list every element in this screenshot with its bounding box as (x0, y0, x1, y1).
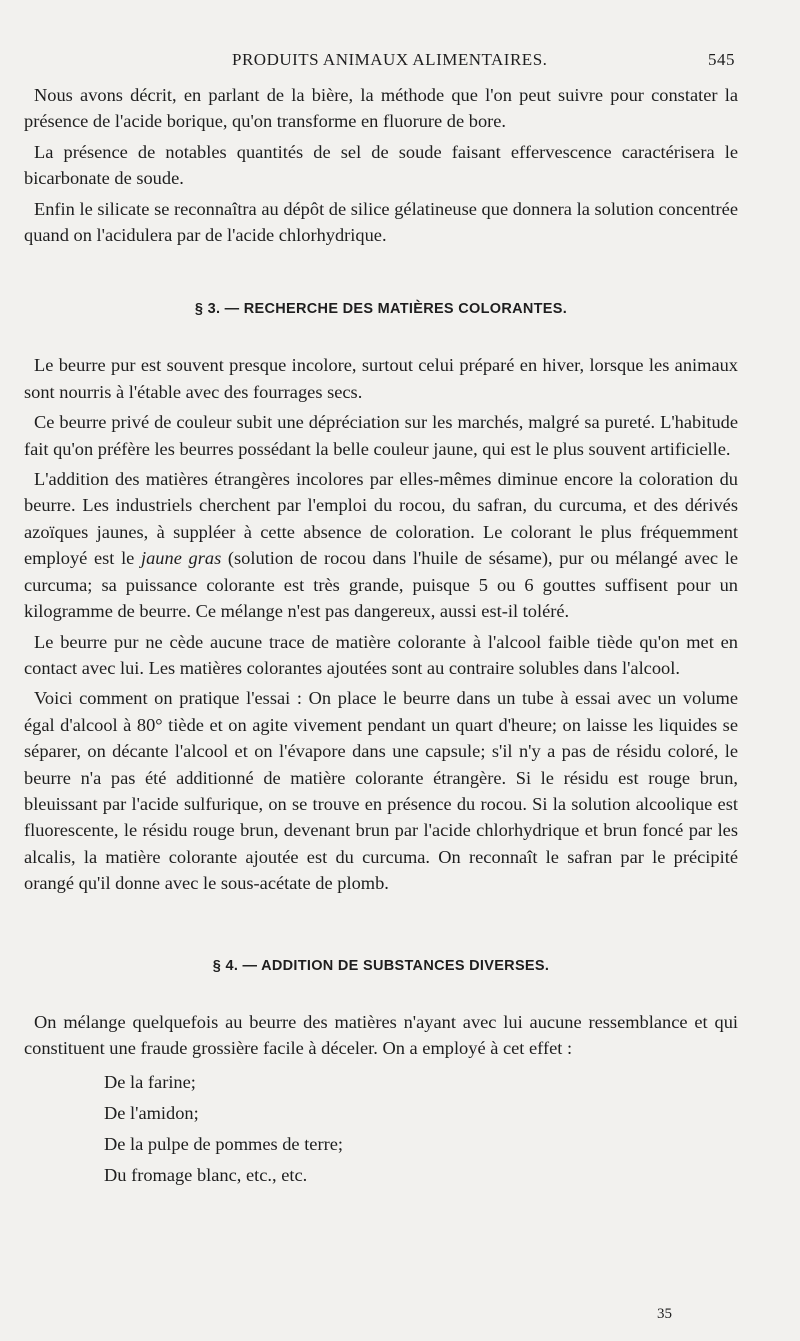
italic-term: jaune gras (141, 548, 222, 569)
list-item: De l'amidon; (104, 1103, 199, 1124)
list-item: De la pulpe de pommes de terre; (104, 1134, 343, 1155)
paragraph: Le beurre pur ne cède aucune trace de matière colorante à l'alcool faible tiède qu'on met en contact avec lui. Les matières colorantes ajoutées sont au contraire solubles dans l'alcool. (24, 631, 738, 678)
paragraph: Le beurre pur est souvent presque incolore, surtout celui préparé en hiver, lorsque les animaux sont nourris à l'étable avec des fourrages secs. (24, 355, 738, 402)
list-item: De la farine; (104, 1072, 196, 1093)
text-run: L'addition des matières étrangères incolores par elles-mêmes diminue encore la coloration du beurre. Les industriels cherchent par l'emploi du rocou, du safran, du curcuma, et des dérivés azoïques jaunes, à suppléer à cette absence de coloration. Le colorant le plus fréquemment employé est le (24, 469, 738, 569)
page-number: 545 (708, 50, 735, 69)
list-item: Du fromage blanc, etc., etc. (104, 1165, 308, 1186)
paragraph: Enfin le silicate se reconnaîtra au dépôt de silice gélatineuse que donnera la solution concentrée quand on l'acidulera par de l'acide chlorhydrique. (24, 198, 738, 246)
paragraph: Ce beurre privé de couleur subit une dépréciation sur les marchés, malgré sa pureté. L'habitude fait qu'on préfère les beurres possédant la belle couleur jaune, qui est le plus souvent artificielle. (24, 412, 738, 459)
page-body (24, 82, 738, 1191)
signature-mark: 35 (657, 1306, 672, 1322)
substance-list (104, 1067, 738, 1191)
section-4-heading: § 4. — ADDITION DE SUBSTANCES DIVERSES. (212, 957, 550, 974)
paragraph (24, 466, 738, 624)
running-title: PRODUITS ANIMAUX ALIMENTAIRES. (232, 50, 548, 69)
paragraph: On mélange quelquefois au beurre des matières n'ayant avec lui aucune ressemblance et qui constituent une fraude grossière facile à déceler. On a employé à cet effet : (24, 1011, 738, 1058)
section-3-heading: § 3. — RECHERCHE DES MATIÈRES COLORANTES. (194, 301, 568, 318)
paragraph: Voici comment on pratique l'essai : On place le beurre dans un tube à essai avec un volume égal d'alcool à 80° tiède et on agite vivement pendant un quart d'heure; on laisse les liquides se séparer, on décante l'alcool et on l'évapore dans une capsule; s'il n'y a pas de résidu coloré, le beurre n'a pas été additionné de matière colorante étrangère. Si le résidu est rouge brun, bleuissant par l'acide sulfurique, on se trouve en présence du rocou. Si la solution alcoolique est fluorescente, le résidu rouge brun, devenant brun par l'acide chlorhydrique et brun foncé par les alcalis, la matière colorante ajoutée est du curcuma. On reconnaît le safran par le précipité orangé qu'il donne avec le sous-acétate de plomb. (24, 688, 738, 894)
text-run: (solution de rocou dans l'huile de sésame), pur ou mélangé avec le curcuma; sa puissance colorante est très grande, puisque 5 ou 6 gouttes suffisent pour un kilogramme de beurre. Ce mélange n'est pas dangereux, aussi est-il toléré. (24, 548, 738, 622)
page-header (0, 50, 800, 74)
paragraph: Nous avons décrit, en parlant de la bière, la méthode que l'on peut suivre pour constater la présence de l'acide borique, qu'on transforme en fluorure de bore. (24, 85, 738, 132)
paragraph: La présence de notables quantités de sel de soude faisant effervescence caractérisera le bicarbonate de soude. (24, 141, 738, 189)
